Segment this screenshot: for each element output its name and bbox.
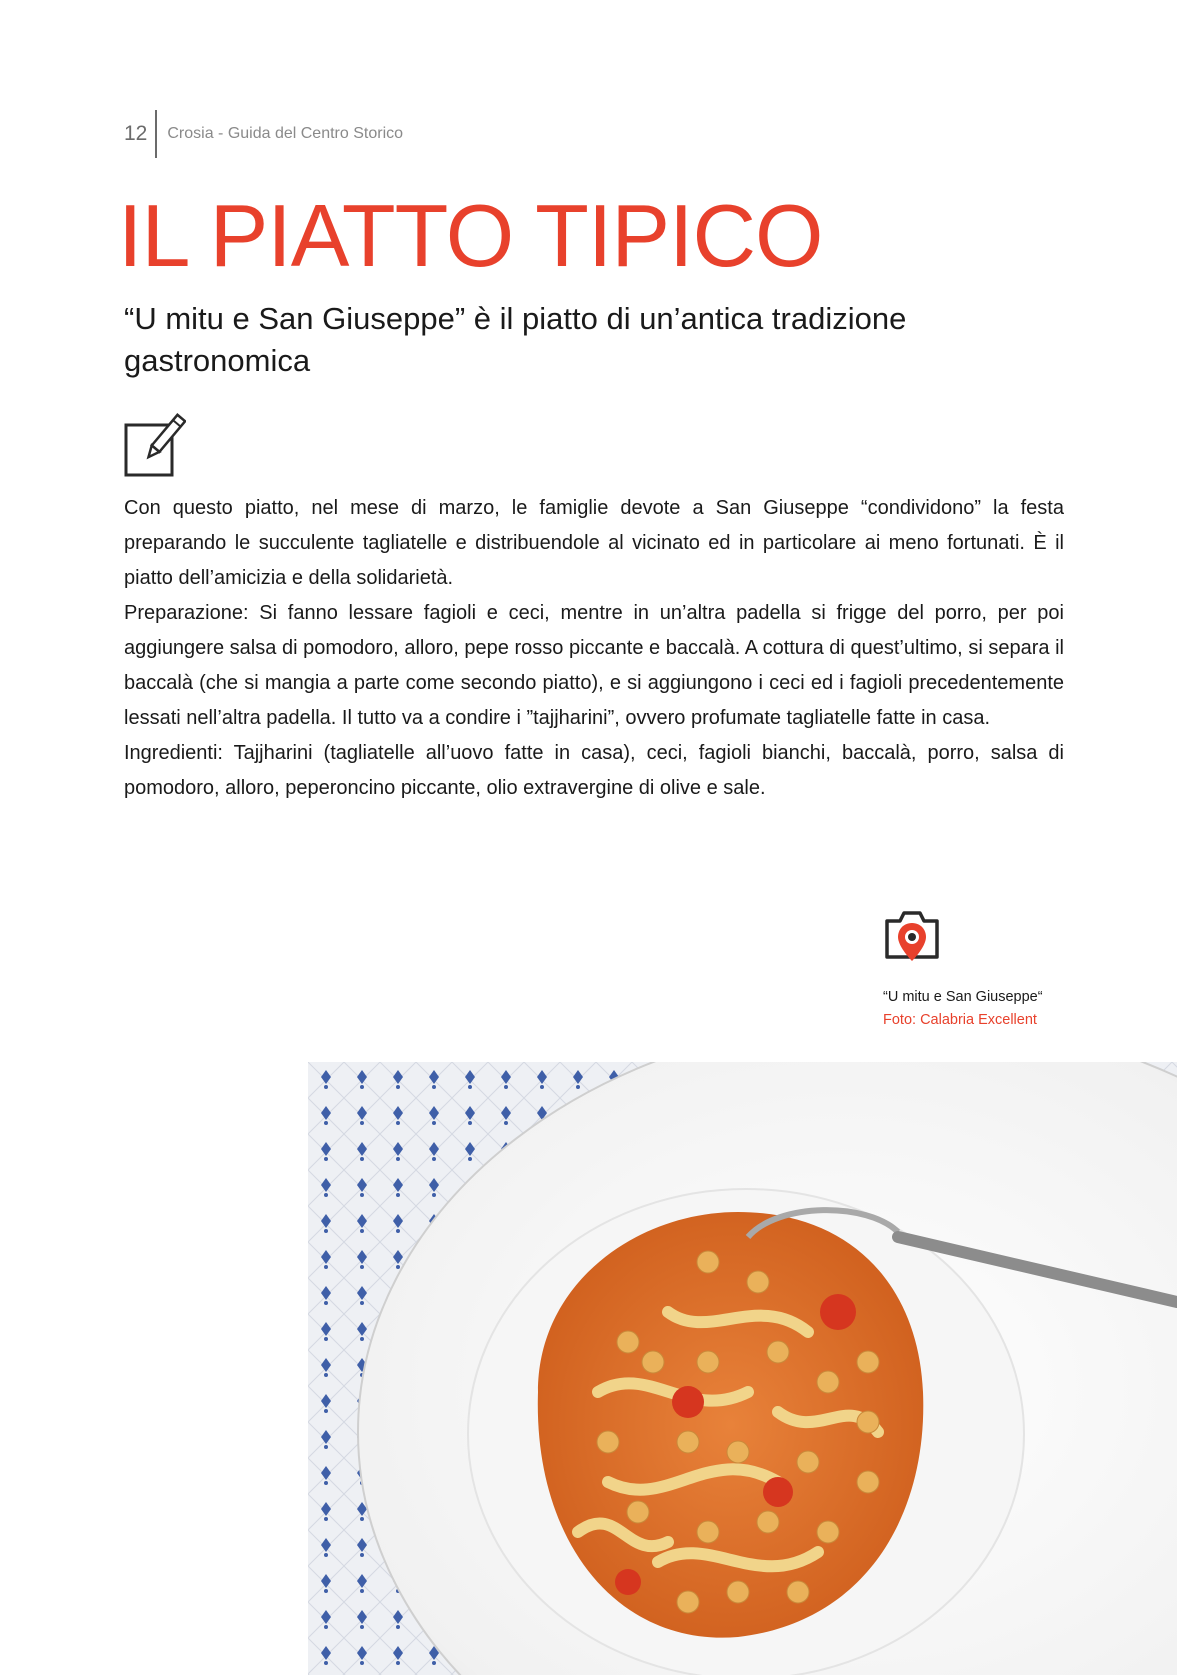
- camera-location-icon: [882, 907, 942, 963]
- paragraph-preparation: Preparazione: Si fanno lessare fagioli e ceci, mentre in un’altra padella si frigge del porro, per poi aggiungere salsa di pomodoro, alloro, pepe rosso piccante e baccalà. A cottura di quest’ultimo, si separa il baccalà (che si mangia a parte come secondo piatto), e si aggiungono i ceci ed i fagioli precedentemente lessati nell’altra padella. Il tutto va a condire i ”tajjharini”, ovvero profumate tagliatelle fatte in casa.: [124, 602, 1064, 729]
- article-body: [124, 491, 1064, 806]
- paragraph-ingredients: Ingredienti: Tajjharini (tagliatelle all’uovo fatte in casa), ceci, fagioli bianchi, baccalà, porro, salsa di pomodoro, alloro, peperoncino piccante, olio extravergine di olive e sale.: [124, 742, 1064, 799]
- page-title: IL PIATTO TIPICO: [118, 186, 823, 285]
- pencil-note-icon: [124, 413, 186, 479]
- page-header: [124, 110, 403, 158]
- page-number: 12: [124, 122, 148, 145]
- page-subtitle: “U mitu e San Giuseppe” è il piatto di un’antica tradizione gastronomica: [124, 301, 907, 378]
- running-title: Crosia - Guida del Centro Storico: [167, 125, 404, 142]
- caption-credit: Foto: Calabria Excellent: [883, 1012, 1037, 1028]
- paragraph-intro: Con questo piatto, nel mese di marzo, le famiglie devote a San Giuseppe “condividono” la festa preparando le succulente tagliatelle e distribuendole al vicinato ed in particolare ai meno fortunati. È il piatto dell’amicizia e della solidarietà.: [124, 497, 1064, 589]
- photo-caption: [883, 986, 1043, 1032]
- dish-photo: [308, 1062, 1177, 1675]
- caption-title: “U mitu e San Giuseppe“: [883, 989, 1043, 1005]
